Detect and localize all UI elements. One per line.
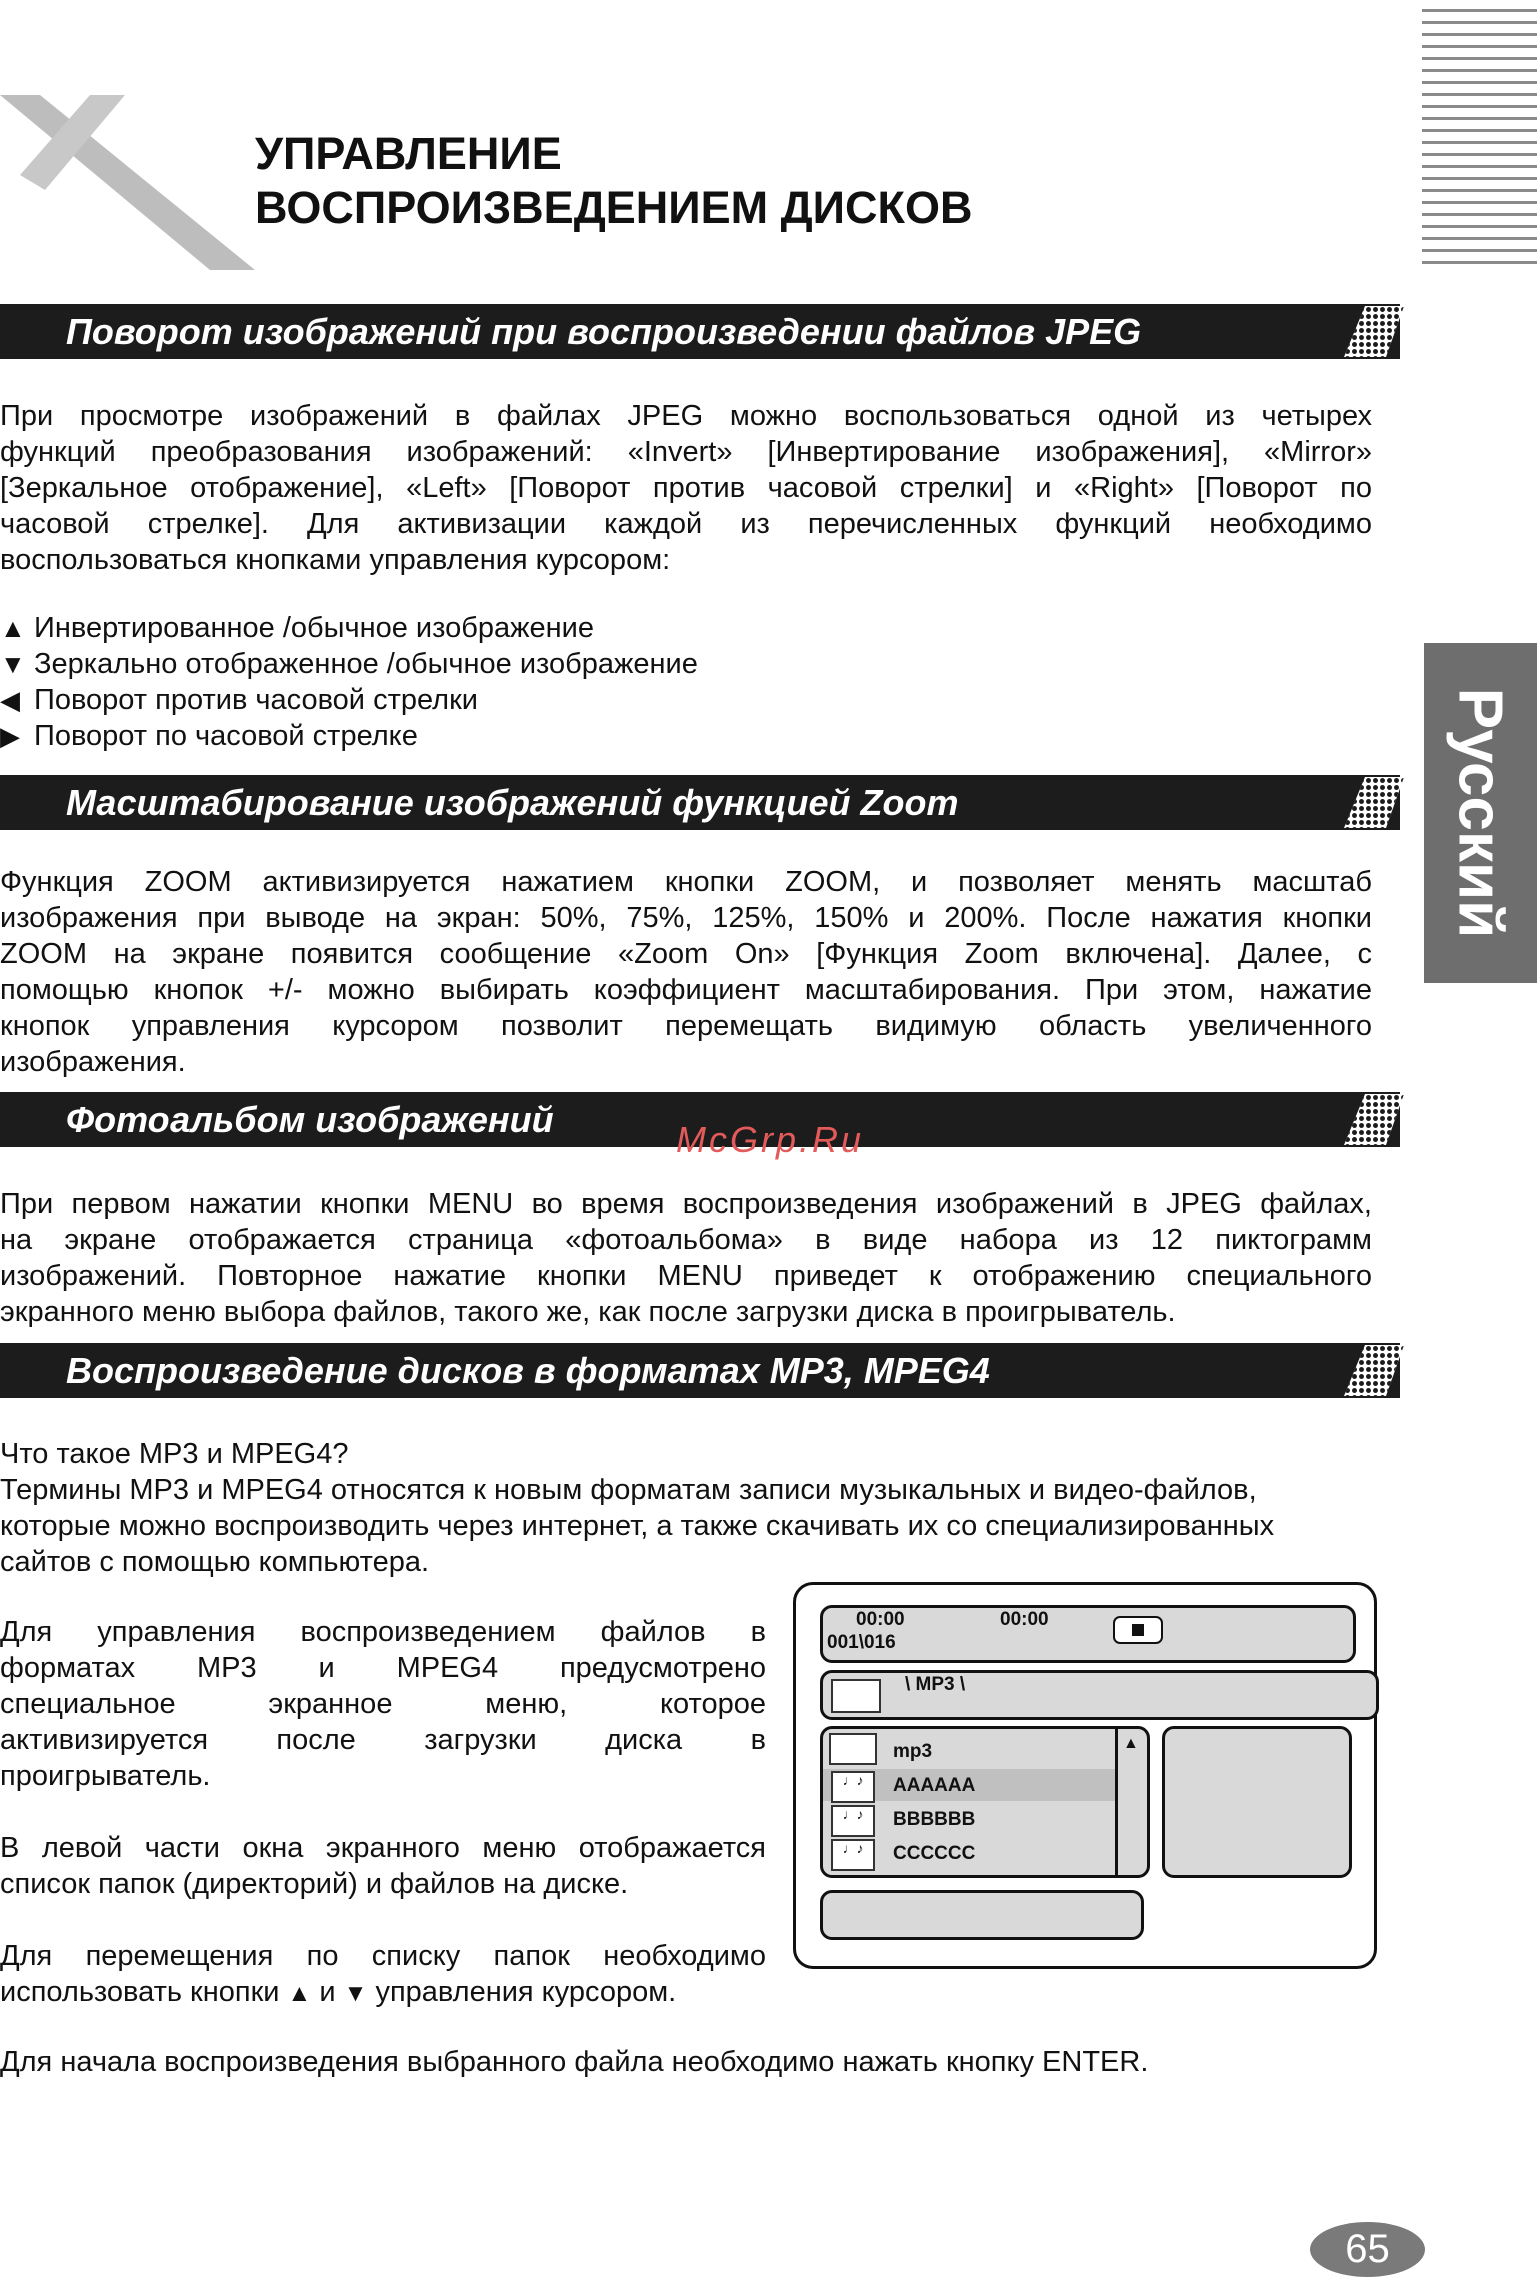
list-item: ◀ Поворот против часовой стрелки	[0, 684, 478, 716]
cursor-functions-list	[0, 610, 698, 754]
osd-file-list	[820, 1726, 1150, 1878]
scroll-up-icon: ▲	[1123, 1735, 1139, 1752]
heading-dots-decoration	[1344, 777, 1404, 828]
brand-x-logo	[0, 95, 255, 270]
time-elapsed: 00:00	[856, 1609, 905, 1630]
file-item: BBBBBB	[893, 1809, 976, 1830]
arrow-left-icon: ◀	[0, 685, 20, 715]
section-heading-mp3: Воспроизведение дисков в форматах MP3, MPEG4	[0, 1343, 1400, 1398]
osd-path-bar	[820, 1670, 1379, 1720]
list-item: ▶ Поворот по часовой стрелке	[0, 720, 418, 752]
section-heading-album: Фотоальбом изображений	[0, 1092, 1400, 1147]
time-total: 00:00	[1000, 1609, 1049, 1630]
zoom-paragraph: Функция ZOOM активизируется нажатием кнопки ZOOM, и позволяет менять масштаб изображения при выводе на экран: 50%, 75%, 125%, 150% и 200%. После нажатия кнопки ZOOM на экране появится сообщение «Zoom On» [Функция Zoom включена]. Далее, с помощью кнопок +/- можно выбирать коэффициент масштабирования. При этом, нажатие кнопок управления курсором позволит перемещать видимую область увеличенного изображения.	[0, 866, 1372, 1078]
page-title: УПРАВЛЕНИЕ ВОСПРОИЗВЕДЕНИЕМ ДИСКОВ	[255, 128, 973, 233]
mp3-intro-paragraph: Что такое MP3 и MPEG4? Термины MP3 и MPEG4 относятся к новым форматам записи музыкальных и видео-файлов, которые можно воспроизводить через интернет, а также скачивать их со специализированных сайтов с помощью компьютера.	[0, 1438, 1275, 1578]
arrow-down-icon: ▼	[343, 1980, 368, 2007]
stop-icon	[1113, 1616, 1163, 1644]
file-item: AAAAAA	[893, 1775, 976, 1796]
heading-dots-decoration	[1344, 1345, 1404, 1396]
mp3-navigation-paragraph: Для перемещения по списку папок необходимо использовать кнопки ▲ и ▼ управления курсором.	[0, 1940, 766, 2008]
music-file-icon: ♩♪	[831, 1805, 875, 1837]
jpeg-rotate-paragraph: При просмотре изображений в файлах JPEG можно воспользоваться одной из четырех функций преобразования изображений: «Invert» [Инвертирование изображения], «Mirror» [Зеркальное отображение], «Left» [Поворот против часовой стрелки] и «Right» [Поворот по часовой стрелке]. Для активизации каждой из перечисленных функций необходимо воспользоваться кнопками управления курсором:	[0, 400, 1372, 576]
music-file-icon: ♩♪	[831, 1771, 875, 1803]
list-item: ▼ Зеркально отображенное /обычное изображение	[0, 648, 698, 680]
folder-item: mp3	[893, 1741, 933, 1762]
osd-status-panel	[820, 1605, 1356, 1663]
current-path: \ MP3 \	[905, 1674, 966, 1695]
list-item: ▲ Инвертированное /обычное изображение	[0, 612, 594, 644]
folder-icon	[831, 1679, 881, 1713]
enter-instruction: Для начала воспроизведения выбранного файла необходимо нажать кнопку ENTER.	[0, 2046, 1149, 2078]
heading-dots-decoration	[1344, 306, 1404, 357]
folder-icon	[829, 1733, 877, 1765]
heading-dots-decoration	[1344, 1094, 1404, 1145]
language-tab: Русский	[1424, 643, 1537, 983]
music-file-icon: ♩♪	[831, 1839, 875, 1871]
header-stripes	[1422, 0, 1537, 272]
page-number: 65	[1310, 2222, 1425, 2277]
mp3-list-paragraph: В левой части окна экранного меню отображается список папок (директорий) и файлов на диске.	[0, 1832, 766, 1900]
osd-preview-panel	[1162, 1726, 1352, 1878]
osd-info-bar	[820, 1890, 1144, 1940]
osd-menu-illustration	[793, 1582, 1377, 1969]
watermark: McGrp.Ru	[676, 1119, 865, 1160]
section-heading-zoom: Масштабирование изображений функцией Zoom	[0, 775, 1400, 830]
arrow-up-icon: ▲	[287, 1980, 312, 2007]
section-heading-jpeg-rotate: Поворот изображений при воспроизведении файлов JPEG	[0, 304, 1400, 359]
mp3-menu-paragraph: Для управления воспроизведением файлов в форматах MP3 и MPEG4 предусмотрено специальное экранное меню, которое активизируется после загрузки диска в проигрыватель.	[0, 1616, 766, 1792]
arrow-down-icon: ▼	[0, 649, 26, 679]
arrow-up-icon: ▲	[0, 613, 26, 643]
track-counter: 001\016	[827, 1632, 896, 1653]
file-item: CCCCCC	[893, 1843, 976, 1864]
arrow-right-icon: ▶	[0, 721, 20, 751]
album-paragraph: При первом нажатии кнопки MENU во время воспроизведения изображений в JPEG файлах, на экране отображается страница «фотоальбома» в виде набора из 12 пиктограмм изображений. Повторное нажатие кнопки MENU приведет к отображению специального экранного меню выбора файлов, такого же, как после загрузки диска в проигрыватель.	[0, 1188, 1372, 1328]
